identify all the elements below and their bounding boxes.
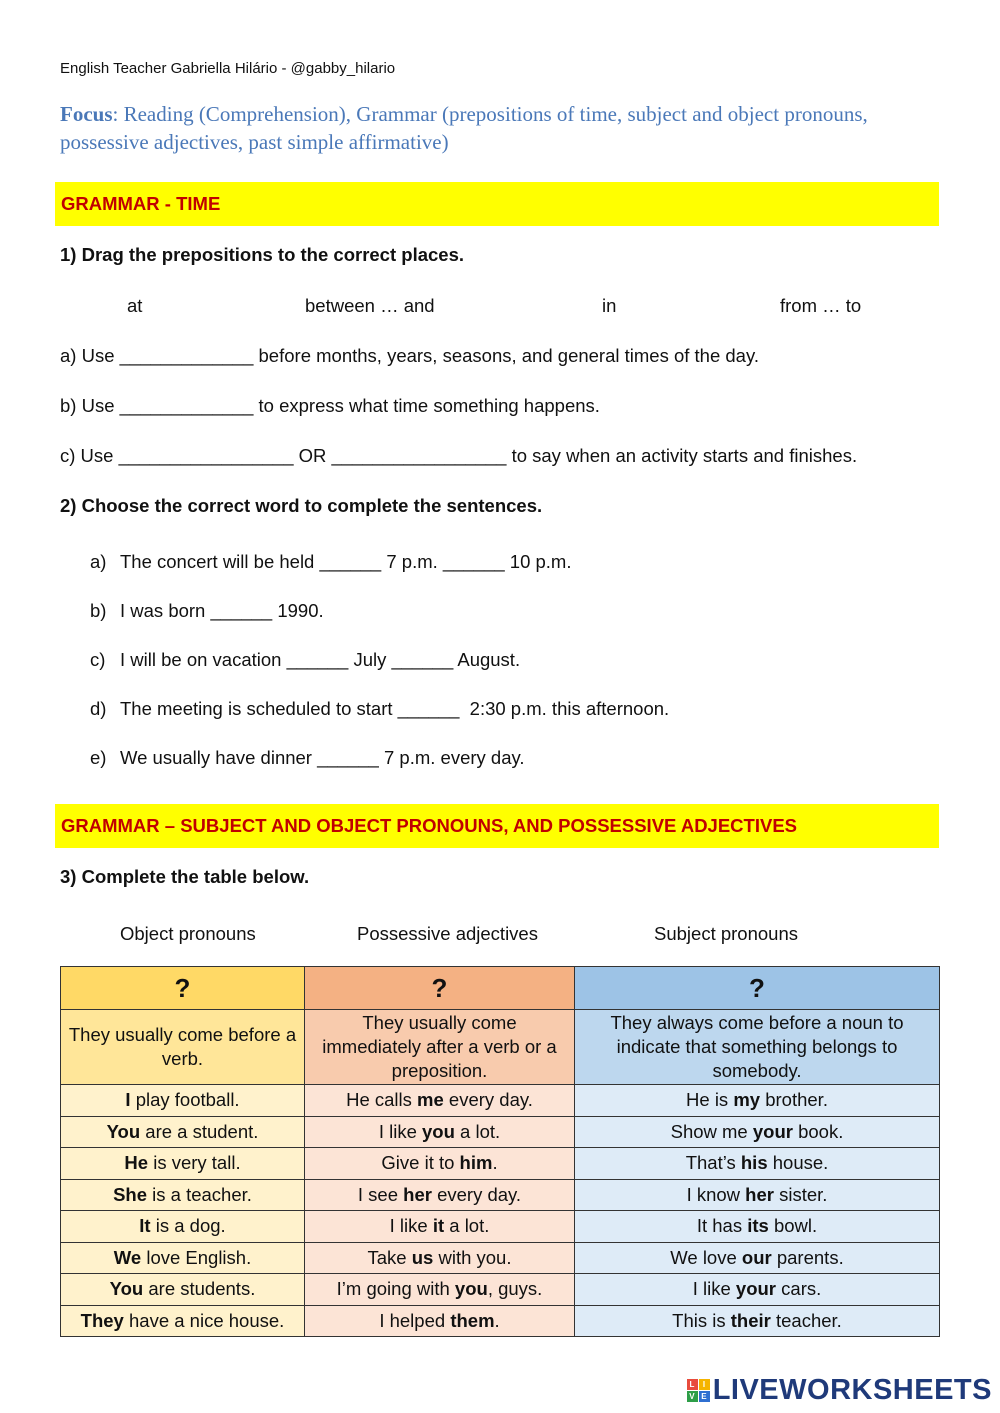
sentence-item[interactable] [90, 600, 324, 622]
example-cell [61, 1242, 305, 1274]
table-row [61, 1274, 940, 1306]
author-credit: English Teacher Gabriella Hilário - @gabby_hilario [60, 60, 396, 77]
example-text: I know [686, 1183, 746, 1205]
example-pronoun: her [403, 1183, 432, 1205]
item-label: a) [90, 551, 107, 572]
item-label: e) [90, 747, 107, 768]
focus-label: Focus [60, 102, 113, 126]
header-drop-cell[interactable]: ? [575, 967, 940, 1010]
example-cell [575, 1116, 940, 1148]
sentence-text[interactable]: We usually have dinner ______ 7 p.m. every day. [120, 747, 525, 768]
example-pronoun: his [740, 1152, 768, 1174]
fill-in-line[interactable]: c) Use _________________ OR _________________ to say when an activity starts and finishes. [60, 445, 858, 466]
example-text: I like [389, 1215, 433, 1237]
example-cell [61, 1116, 305, 1148]
table-row [61, 1242, 940, 1274]
example-text: a lot. [454, 1120, 501, 1142]
question-3-title: 3) Complete the table below. [60, 866, 310, 887]
header-drop-cell[interactable]: ? [61, 967, 305, 1010]
example-cell [61, 1305, 305, 1337]
description-cell: They usually come immediately after a verb or a preposition. [305, 1010, 575, 1085]
example-text: parents. [771, 1246, 844, 1268]
example-pronoun: him [459, 1152, 493, 1174]
draggable-word[interactable]: in [602, 295, 617, 316]
example-cell [61, 1085, 305, 1117]
example-pronoun: our [741, 1246, 772, 1268]
example-cell [305, 1274, 575, 1306]
example-pronoun: I [125, 1089, 131, 1111]
header-row [61, 967, 940, 1010]
sentence-text[interactable]: I was born ______ 1990. [120, 600, 324, 621]
example-text: He calls [346, 1089, 418, 1111]
example-pronoun: its [747, 1215, 769, 1237]
example-cell [305, 1242, 575, 1274]
example-cell [61, 1148, 305, 1180]
example-cell [61, 1211, 305, 1243]
option-subject-pronouns[interactable]: Subject pronouns [654, 923, 798, 944]
example-text: . [494, 1309, 500, 1331]
header-drop-cell[interactable]: ? [305, 967, 575, 1010]
example-text: I like [692, 1278, 736, 1300]
example-text: is a teacher. [147, 1183, 252, 1205]
example-pronoun: They [80, 1309, 124, 1331]
example-pronoun: your [752, 1120, 793, 1142]
example-pronoun: us [411, 1246, 434, 1268]
example-text: He is [686, 1089, 734, 1111]
example-pronoun: you [454, 1278, 488, 1300]
example-text: sister. [773, 1183, 828, 1205]
sentence-text[interactable]: The concert will be held ______ 7 p.m. ______ 10 p.m. [120, 551, 572, 572]
option-possessive-adjectives[interactable]: Possessive adjectives [357, 923, 538, 944]
example-pronoun: me [417, 1089, 444, 1111]
example-cell [305, 1179, 575, 1211]
logo-badge-letter: E [699, 1391, 710, 1402]
example-cell [305, 1085, 575, 1117]
description-cell: They usually come before a verb. [61, 1010, 305, 1085]
example-text: bowl. [768, 1215, 818, 1237]
example-text: cars. [776, 1278, 822, 1300]
example-text: It has [696, 1215, 748, 1237]
example-text: every day. [431, 1183, 522, 1205]
option-object-pronouns[interactable]: Object pronouns [120, 923, 256, 944]
example-text: brother. [760, 1089, 828, 1111]
example-text: have a nice house. [123, 1309, 285, 1331]
example-text: I see [357, 1183, 404, 1205]
table-row [61, 1148, 940, 1180]
example-text: Give it to [381, 1152, 460, 1174]
section-title: GRAMMAR – SUBJECT AND OBJECT PRONOUNS, AND POSSESSIVE ADJECTIVES [61, 815, 797, 836]
example-text: book. [792, 1120, 844, 1142]
table-row [61, 1085, 940, 1117]
example-cell [305, 1305, 575, 1337]
example-cell [575, 1148, 940, 1180]
example-cell [61, 1179, 305, 1211]
example-text: is very tall. [148, 1152, 241, 1174]
example-text: We love [670, 1246, 742, 1268]
example-cell [575, 1179, 940, 1211]
item-label: c) [90, 649, 106, 670]
fill-in-line[interactable]: a) Use _____________ before months, years, seasons, and general times of the day. [60, 345, 759, 366]
focus-text: : Reading (Comprehension), Grammar (prepositions of time, subject and object pronouns, possessive adjectives, past simple affirmative) [60, 102, 868, 154]
example-cell [575, 1274, 940, 1306]
example-text: Show me [670, 1120, 753, 1142]
example-pronoun: You [106, 1120, 141, 1142]
logo-badge-letter: V [687, 1391, 698, 1402]
example-text: are a student. [140, 1120, 259, 1142]
example-pronoun: them [450, 1309, 495, 1331]
example-pronoun: your [735, 1278, 777, 1300]
example-pronoun: She [113, 1183, 148, 1205]
example-text: . [492, 1152, 498, 1174]
example-text: I helped [379, 1309, 451, 1331]
section-banner-time [55, 182, 939, 226]
example-pronoun: You [109, 1278, 144, 1300]
item-label: d) [90, 698, 107, 719]
example-cell [305, 1148, 575, 1180]
sentence-item[interactable] [90, 551, 571, 573]
section-banner-pronouns [55, 804, 939, 848]
fill-in-line[interactable]: b) Use _____________ to express what time something happens. [60, 395, 600, 416]
example-pronoun: It [139, 1215, 151, 1237]
draggable-word[interactable]: at [127, 295, 143, 316]
example-pronoun: her [745, 1183, 774, 1205]
question-1-title: 1) Drag the prepositions to the correct places. [60, 244, 465, 265]
example-text: Take [367, 1246, 412, 1268]
example-cell [575, 1085, 940, 1117]
sentence-text[interactable]: I will be on vacation ______ July ______ August. [120, 649, 521, 670]
example-text: I’m going with [336, 1278, 455, 1300]
example-text: play football. [130, 1089, 240, 1111]
sentence-item[interactable] [90, 747, 525, 769]
example-pronoun: their [730, 1309, 771, 1331]
section-title: GRAMMAR - TIME [61, 193, 221, 214]
example-cell [575, 1305, 940, 1337]
example-text: is a dog. [150, 1215, 226, 1237]
sentence-item[interactable] [90, 649, 520, 671]
example-text: teacher. [770, 1309, 842, 1331]
table-row [61, 1305, 940, 1337]
example-pronoun: it [432, 1215, 445, 1237]
example-cell [305, 1211, 575, 1243]
example-pronoun: you [422, 1120, 455, 1142]
example-cell [575, 1242, 940, 1274]
table-row [61, 1179, 940, 1211]
table-row [61, 1211, 940, 1243]
example-pronoun: We [113, 1246, 142, 1268]
draggable-word[interactable]: from … to [780, 295, 862, 316]
example-text: This is [672, 1309, 731, 1331]
liveworksheets-logo [687, 1374, 992, 1407]
example-pronoun: my [733, 1089, 761, 1111]
pronoun-table [60, 966, 940, 1337]
draggable-word[interactable]: between … and [305, 295, 435, 316]
example-text: are students. [143, 1278, 256, 1300]
example-text: I like [378, 1120, 423, 1142]
logo-badge-letter: I [699, 1379, 710, 1390]
sentence-text[interactable]: The meeting is scheduled to start ______ 2:30 p.m. this afternoon. [120, 698, 670, 719]
logo-text: LIVEWORKSHEETS [712, 1374, 992, 1406]
focus-statement [60, 100, 950, 156]
logo-badge-letter: L [687, 1379, 698, 1390]
example-text: , guys. [487, 1278, 543, 1300]
question-2-title: 2) Choose the correct word to complete the sentences. [60, 495, 543, 516]
example-text: love English. [141, 1246, 252, 1268]
logo-badge-icon [687, 1379, 710, 1402]
example-text: house. [767, 1152, 829, 1174]
description-row [61, 1010, 940, 1085]
example-text: a lot. [444, 1215, 490, 1237]
table-row [61, 1116, 940, 1148]
example-cell [305, 1116, 575, 1148]
example-pronoun: He [124, 1152, 149, 1174]
item-label: b) [90, 600, 107, 621]
example-text: That’s [685, 1152, 741, 1174]
sentence-item[interactable] [90, 698, 669, 720]
example-text: with you. [433, 1246, 512, 1268]
example-cell [575, 1211, 940, 1243]
example-text: every day. [443, 1089, 533, 1111]
example-cell [61, 1274, 305, 1306]
description-cell: They always come before a noun to indicate that something belongs to somebody. [575, 1010, 940, 1085]
